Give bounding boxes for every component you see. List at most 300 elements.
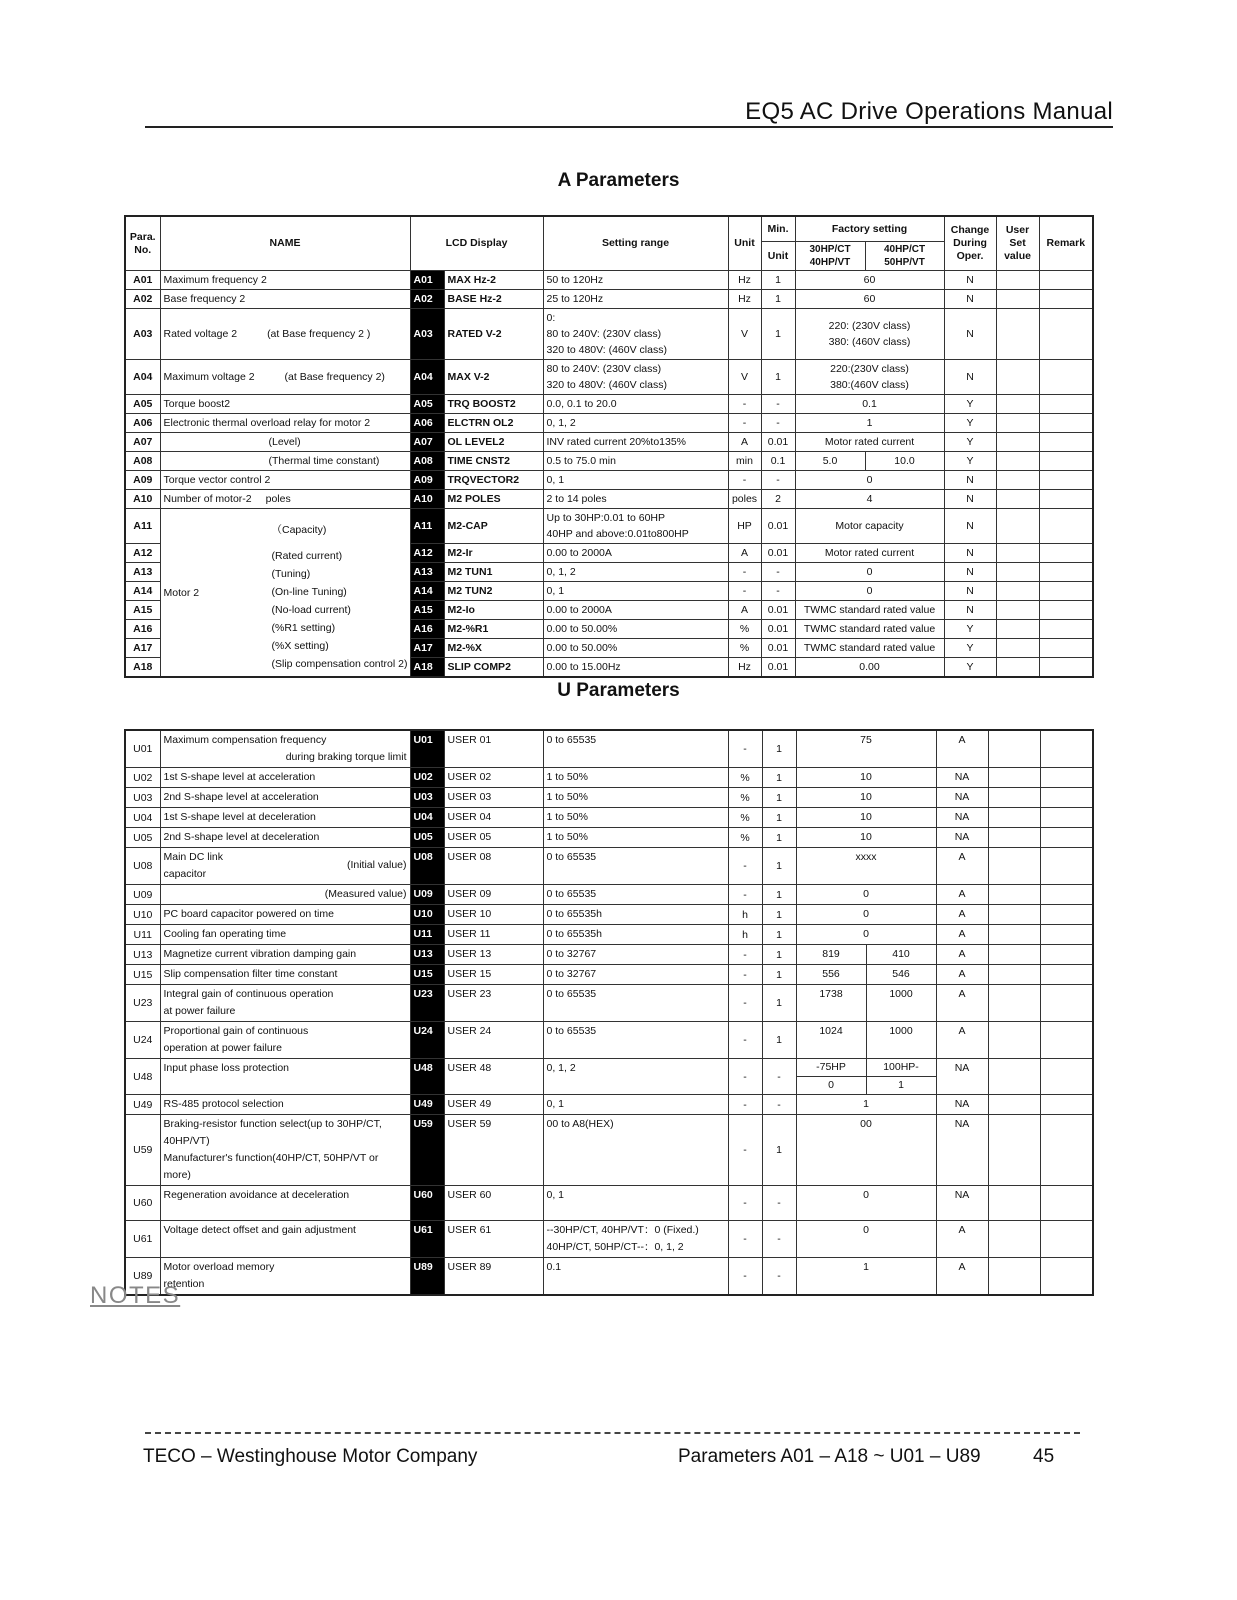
name-qualifier: poles (265, 493, 291, 505)
cell-line: 0.00 to 2000A (546, 604, 612, 616)
lcd-display: MAX Hz-2 (444, 271, 543, 290)
remark (1040, 1115, 1093, 1186)
user-set-value (988, 1022, 1040, 1059)
para-no: U61 (125, 1221, 160, 1258)
table-row (125, 360, 1093, 395)
remark (1039, 601, 1093, 620)
setting-range (543, 885, 728, 905)
setting-range (543, 360, 728, 395)
para-no: U05 (125, 828, 160, 848)
header-name: NAME (160, 216, 410, 271)
remark (1039, 452, 1093, 471)
para-no: A03 (125, 309, 160, 360)
setting-range (543, 1022, 728, 1059)
a-parameters-table (124, 215, 1094, 678)
cell-line: 0, 1, 2 (546, 1062, 576, 1074)
factory-setting-1: 1024 (796, 1022, 866, 1059)
motor-group-label: Motor 2 (163, 586, 200, 599)
setting-range (543, 945, 728, 965)
param-name (160, 360, 410, 395)
cell-line: 0.1 (862, 398, 877, 410)
setting-range (543, 1258, 728, 1296)
change-during-oper: A (936, 730, 988, 768)
user-set-value (988, 965, 1040, 985)
factory-row-1 (797, 1059, 936, 1077)
param-name: Torque boost2 (160, 395, 410, 414)
para-no: A04 (125, 360, 160, 395)
lcd-display: M2-CAP (444, 509, 543, 544)
user-set-value (996, 563, 1039, 582)
lcd-display: USER 04 (444, 808, 543, 828)
min-unit: 1 (762, 768, 796, 788)
para-no: U09 (125, 885, 160, 905)
unit: % (728, 639, 761, 658)
lcd-display: USER 49 (444, 1095, 543, 1115)
para-no: U04 (125, 808, 160, 828)
change-during-oper: NA (936, 808, 988, 828)
cell-line: 1 to 50% (546, 831, 588, 843)
change-during-oper: A (936, 905, 988, 925)
table-row (125, 471, 1093, 490)
cell-line: 0 (866, 566, 873, 578)
change-during-oper: N (944, 271, 996, 290)
factory-setting: 0 (796, 1221, 936, 1258)
table-row (125, 309, 1093, 360)
setting-range (543, 828, 728, 848)
remark (1040, 788, 1093, 808)
unit: - (728, 985, 762, 1022)
footer-company: TECO – Westinghouse Motor Company (143, 1446, 478, 1467)
min-unit: 1 (761, 271, 795, 290)
manual-title: EQ5 AC Drive Operations Manual (745, 98, 1113, 125)
footer-section: Parameters A01 – A18 ~ U01 – U89 (678, 1446, 981, 1467)
change-during-oper: Y (944, 414, 996, 433)
cell-line: 0.1 (546, 1261, 562, 1273)
min-unit: 0.01 (761, 433, 795, 452)
user-set-value (996, 414, 1039, 433)
user-set-value (988, 768, 1040, 788)
cell-line: 0, 1, 2 (546, 417, 576, 429)
name-qualifier: during braking torque limit (285, 751, 407, 763)
cell-line: 0 (866, 585, 873, 597)
table-row (125, 730, 1093, 768)
user-set-value (988, 828, 1040, 848)
cell-line: 2 to 14 poles (546, 493, 607, 505)
lcd-display: USER 60 (444, 1186, 543, 1221)
setting-range (543, 490, 728, 509)
cell-line: Cooling fan operating time (163, 928, 287, 940)
cell-line: 220: (230V class) (828, 320, 911, 332)
table-row (125, 1258, 1093, 1296)
factory-setting-2: 100HP- (883, 1061, 919, 1073)
min-unit: - (762, 1095, 796, 1115)
change-during-oper: A (936, 925, 988, 945)
user-set-value (988, 1221, 1040, 1258)
table-row (125, 290, 1093, 309)
remark (1039, 544, 1093, 563)
user-set-value (996, 309, 1039, 360)
user-set-value (996, 620, 1039, 639)
factory-setting-1: 5.0 (795, 452, 865, 471)
remark (1039, 395, 1093, 414)
setting-range (543, 620, 728, 639)
table-row (125, 271, 1093, 290)
unit: - (728, 885, 762, 905)
change-during-oper: A (936, 848, 988, 885)
sublabel: (%X setting) (271, 639, 329, 652)
cell-line: 0 (866, 474, 873, 486)
param-name (160, 1186, 410, 1221)
lcd-display: M2-%X (444, 639, 543, 658)
para-no: A15 (125, 601, 160, 620)
table-row (125, 1115, 1093, 1186)
setting-range (543, 1186, 728, 1221)
min-unit: 0.01 (761, 601, 795, 620)
setting-range (543, 471, 728, 490)
change-during-oper: Y (944, 658, 996, 678)
lcd-code: U05 (410, 828, 444, 848)
lcd-display: USER 89 (444, 1258, 543, 1296)
change-during-oper: N (944, 290, 996, 309)
cell-line: 00 to A8(HEX) (546, 1118, 614, 1130)
param-name (160, 885, 410, 905)
cell-line: Main DC link (163, 851, 224, 863)
cell-line: 0.00 to 50.00% (546, 642, 618, 654)
footer-page-number: 45 (1033, 1446, 1055, 1467)
factory-setting-2: 546 (866, 965, 936, 985)
cell-line: 1st S-shape level at acceleration (163, 771, 316, 783)
factory-setting-1b: 0 (797, 1077, 867, 1094)
lcd-code: U48 (410, 1059, 444, 1095)
setting-range (543, 658, 728, 678)
param-name (160, 828, 410, 848)
para-no: A17 (125, 639, 160, 658)
unit: h (728, 905, 762, 925)
para-no: A14 (125, 582, 160, 601)
min-unit: - (761, 471, 795, 490)
cell-line: 380: (460V class) (828, 336, 911, 348)
lcd-code: A06 (410, 414, 444, 433)
setting-range (543, 433, 728, 452)
cell-line: INV rated current 20%to135% (546, 436, 687, 448)
setting-range (543, 582, 728, 601)
change-during-oper: Y (944, 639, 996, 658)
lcd-display: USER 09 (444, 885, 543, 905)
lcd-display: USER 15 (444, 965, 543, 985)
unit: A (728, 544, 761, 563)
remark (1039, 414, 1093, 433)
factory-setting: 1 (796, 1095, 936, 1115)
user-set-value (988, 1258, 1040, 1296)
unit: Hz (728, 290, 761, 309)
lcd-code: U11 (410, 925, 444, 945)
factory-setting (795, 620, 944, 639)
unit: V (728, 309, 761, 360)
lcd-code: U08 (410, 848, 444, 885)
min-unit: 1 (762, 985, 796, 1022)
param-name: Base frequency 2 (160, 290, 410, 309)
lcd-code: A01 (410, 271, 444, 290)
cell-line: retention (163, 1278, 205, 1290)
para-no: A01 (125, 271, 160, 290)
param-name (160, 490, 410, 509)
setting-range (543, 414, 728, 433)
lcd-display: USER 03 (444, 788, 543, 808)
user-set-value (996, 433, 1039, 452)
setting-range (543, 1115, 728, 1186)
notes-heading: NOTES (90, 1282, 181, 1309)
setting-range (543, 925, 728, 945)
change-during-oper: NA (936, 788, 988, 808)
setting-range (543, 905, 728, 925)
lcd-display: M2 TUN1 (444, 563, 543, 582)
min-unit: 1 (762, 925, 796, 945)
cell-line: Input phase loss protection (163, 1062, 289, 1074)
cell-line: 80 to 240V: (230V class) (546, 363, 662, 375)
unit: % (728, 788, 762, 808)
lcd-display: TRQ BOOST2 (444, 395, 543, 414)
unit: h (728, 925, 762, 945)
user-set-value (996, 395, 1039, 414)
para-no: U13 (125, 945, 160, 965)
para-no: U60 (125, 1186, 160, 1221)
factory-setting (795, 509, 944, 544)
cell-line: operation at power failure (163, 1042, 282, 1054)
user-set-value (988, 945, 1040, 965)
cell-line: 80 to 240V: (230V class) (546, 328, 662, 340)
header-min-unit: Unit (761, 242, 795, 271)
lcd-code: A10 (410, 490, 444, 509)
param-name (160, 1095, 410, 1115)
factory-setting: 10 (796, 788, 936, 808)
user-set-value (988, 788, 1040, 808)
lcd-display: USER 23 (444, 985, 543, 1022)
lcd-display: USER 13 (444, 945, 543, 965)
cell-line: Manufacturer's function(40HP/CT, 50HP/VT or (163, 1152, 379, 1164)
cell-line: 0 to 32767 (546, 948, 597, 960)
cell-line: 50 to 120Hz (546, 274, 604, 286)
setting-range (543, 965, 728, 985)
para-no: U23 (125, 985, 160, 1022)
lcd-display: SLIP COMP2 (444, 658, 543, 678)
lcd-code: A15 (410, 601, 444, 620)
min-unit: 1 (762, 1022, 796, 1059)
table-row (125, 768, 1093, 788)
cell-line: capacitor (163, 868, 207, 880)
change-during-oper: A (936, 985, 988, 1022)
change-during-oper: A (936, 945, 988, 965)
lcd-code: U49 (410, 1095, 444, 1115)
param-name (160, 1221, 410, 1258)
min-unit: - (761, 563, 795, 582)
lcd-code: U03 (410, 788, 444, 808)
unit: - (728, 471, 761, 490)
cell-line: 320 to 480V: (460V class) (546, 344, 667, 356)
lcd-display: USER 11 (444, 925, 543, 945)
remark (1039, 471, 1093, 490)
para-no: U11 (125, 925, 160, 945)
change-during-oper: N (944, 563, 996, 582)
cell-line: 0.00 to 50.00% (546, 623, 618, 635)
cell-line: Magnetize current vibration damping gain (163, 948, 357, 960)
remark (1040, 905, 1093, 925)
table-row (125, 1059, 1093, 1095)
cell-line: 320 to 480V: (460V class) (546, 379, 667, 391)
factory-setting: 00 (796, 1115, 936, 1186)
cell-line: PC board capacitor powered on time (163, 908, 334, 920)
unit: A (728, 433, 761, 452)
table-row (125, 395, 1093, 414)
cell-line: 0.00 to 2000A (546, 547, 612, 559)
cell-line: --30HP/CT, 40HP/VT：0 (Fixed.) (546, 1224, 699, 1236)
unit: poles (728, 490, 761, 509)
remark (1040, 1258, 1093, 1296)
lcd-display: USER 08 (444, 848, 543, 885)
factory-setting (795, 433, 944, 452)
remark (1040, 1059, 1093, 1095)
factory-setting (795, 563, 944, 582)
lcd-code: A11 (410, 509, 444, 544)
lcd-code: A14 (410, 582, 444, 601)
unit: - (728, 1095, 762, 1115)
factory-setting (795, 471, 944, 490)
change-during-oper: N (944, 601, 996, 620)
param-name: (Level) (160, 433, 410, 452)
cell-line: 60 (863, 293, 876, 305)
para-no: U48 (125, 1059, 160, 1095)
lcd-display: MAX V-2 (444, 360, 543, 395)
param-name (160, 1258, 410, 1296)
cell-line: 4 (866, 493, 873, 505)
lcd-code: U01 (410, 730, 444, 768)
user-set-value (996, 471, 1039, 490)
name-qualifier: (Initial value) (346, 859, 407, 871)
user-set-value (988, 1059, 1040, 1095)
cell-line: 0 to 65535 (546, 851, 597, 863)
cell-line: 1 to 50% (546, 771, 588, 783)
user-set-value (996, 582, 1039, 601)
param-name (160, 848, 410, 885)
user-set-value (988, 885, 1040, 905)
lcd-code: A02 (410, 290, 444, 309)
change-during-oper: Y (944, 452, 996, 471)
unit: % (728, 768, 762, 788)
cell-line: Motor capacity (835, 520, 904, 532)
unit: - (728, 414, 761, 433)
sublabel: (On-line Tuning) (271, 585, 347, 598)
table-row (125, 509, 1093, 544)
lcd-code: A08 (410, 452, 444, 471)
para-no: U24 (125, 1022, 160, 1059)
cell-line: Voltage detect offset and gain adjustment (163, 1224, 356, 1236)
factory-setting (795, 414, 944, 433)
cell-line: 0 to 65535 (546, 888, 597, 900)
setting-range (543, 1095, 728, 1115)
param-name: Torque vector control 2 (160, 471, 410, 490)
change-during-oper: Y (944, 433, 996, 452)
lcd-code: U23 (410, 985, 444, 1022)
cell-line: 40HP/CT, 50HP/CT--：0, 1, 2 (546, 1241, 684, 1253)
unit: min (728, 452, 761, 471)
user-set-value (988, 808, 1040, 828)
min-unit: - (761, 582, 795, 601)
table-row (125, 848, 1093, 885)
cell-line: Integral gain of continuous operation (163, 988, 334, 1000)
cell-line: 0.0, 0.1 to 20.0 (546, 398, 617, 410)
min-unit: 1 (762, 730, 796, 768)
cell-line: 0 to 32767 (546, 968, 597, 980)
para-no: U89 (125, 1258, 160, 1296)
cell-line: 0: (546, 312, 556, 324)
param-name: Maximum frequency 2 (160, 271, 410, 290)
user-set-value (988, 1115, 1040, 1186)
user-set-value (988, 1186, 1040, 1221)
param-name: (Thermal time constant) (160, 452, 410, 471)
remark (1040, 768, 1093, 788)
table-row (125, 1186, 1093, 1221)
sublabel: （Capacity) (271, 523, 327, 536)
sublabel: (Tuning) (271, 567, 311, 580)
factory-setting-2: 410 (866, 945, 936, 965)
table-row (125, 1095, 1093, 1115)
para-no: U10 (125, 905, 160, 925)
change-during-oper: NA (936, 1186, 988, 1221)
min-unit: 1 (761, 309, 795, 360)
cell-line: 0, 1 (546, 474, 565, 486)
param-name (160, 965, 410, 985)
cell-line: Motor rated current (824, 547, 915, 559)
cell-line: 1 to 50% (546, 811, 588, 823)
factory-setting-1: 819 (796, 945, 866, 965)
lcd-display: OL LEVEL2 (444, 433, 543, 452)
lcd-code: U13 (410, 945, 444, 965)
factory-setting (795, 658, 944, 678)
header-change: Change During Oper. (944, 216, 996, 271)
table-row (125, 945, 1093, 965)
change-during-oper: N (944, 490, 996, 509)
remark (1040, 1186, 1093, 1221)
remark (1040, 808, 1093, 828)
factory-setting (795, 544, 944, 563)
name-qualifier: (at Base frequency 2) (284, 371, 385, 383)
setting-range (543, 730, 728, 768)
param-name (160, 509, 410, 678)
u-parameters-table (124, 729, 1094, 1296)
setting-range (543, 271, 728, 290)
para-no: A18 (125, 658, 160, 678)
setting-range (543, 509, 728, 544)
header-unit: Unit (728, 216, 761, 271)
factory-setting-1: -75HP (797, 1059, 867, 1076)
sublabel: (No-load current) (271, 603, 351, 616)
factory-setting: 0 (796, 925, 936, 945)
remark (1039, 290, 1093, 309)
factory-setting: 0 (796, 1186, 936, 1221)
factory-setting: 0 (796, 885, 936, 905)
unit: % (728, 620, 761, 639)
user-set-value (988, 905, 1040, 925)
cell-line: TWMC standard rated value (803, 642, 936, 654)
name-main: Number of motor-2 (163, 493, 252, 505)
lcd-display: USER 01 (444, 730, 543, 768)
factory-setting: 0 (796, 905, 936, 925)
lcd-code: A07 (410, 433, 444, 452)
a-parameters-title: A Parameters (557, 170, 680, 191)
factory-setting (795, 639, 944, 658)
change-during-oper: NA (936, 1115, 988, 1186)
cell-line: 0, 1 (546, 1098, 565, 1110)
param-name (160, 985, 410, 1022)
